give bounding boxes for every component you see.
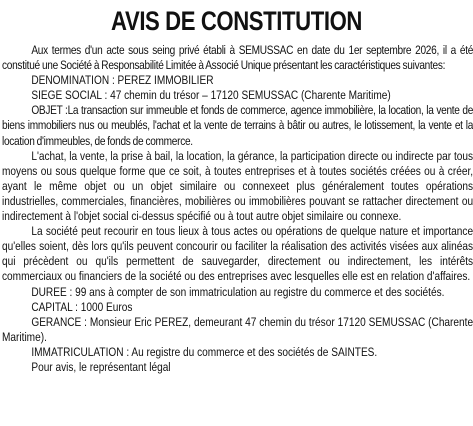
capital-line: CAPITAL : 1000 Euros	[31, 299, 133, 314]
intro-paragraph: Aux termes d'un acte sous seing privé établi à SEMUSSAC en date du 1er septembre 2026, il a été constitué une Société à Responsabilité Limitée à Associé Unique présentant les caractéristiques suivantes:	[2, 43, 473, 73]
duration-line: DUREE : 99 ans à compter de son immatriculation au registre du commerce et des sociétés.	[31, 284, 445, 299]
notice-body	[2, 43, 473, 375]
notice-title: AVIS DE CONSTITUTION	[111, 6, 362, 36]
scope-paragraph: La société peut recourir en tous lieux à tous actes ou opérations de quelque nature et importance qu'elles soient, dès lors qu'ils peuvent concourir ou faciliter la réalisation des activités visées aux alinéas qui précèdent ou qu'ils permettent de sauvegarder, directement ou indirectement, les intérêts commerciaux ou financiers de la société ou des entreprises avec lesquelles elle est en relation d'affaires.	[2, 224, 473, 284]
denomination-line: DENOMINATION : PEREZ IMMOBILIER	[31, 73, 214, 88]
management-line: GERANCE : Monsieur Eric PEREZ, demeurant 47 chemin du trésor 17120 SEMUSSAC (Charente Maritime).	[2, 314, 473, 344]
signature-line: Pour avis, le représentant légal	[31, 359, 171, 374]
purpose-paragraph: OBJET :La transaction sur immeuble et fonds de commerce, agence immobilière, la location, la vente de biens immobiliers nus ou meublés, l'achat et la vente de terrains à bâtir ou autres, le lotissement, la vente et la location d'immeubles, de fonds de commerce.	[2, 103, 473, 148]
registered-office-line: SIEGE SOCIAL : 47 chemin du trésor – 17120 SEMUSSAC (Charente Maritime)	[31, 88, 391, 103]
purpose-continuation-paragraph: L'achat, la vente, la prise à bail, la location, la gérance, la participation directe ou indirecte par tous moyens ou sous quelque forme que ce soit, à toutes entreprises et à toutes sociétés créées ou à créer, ayant le même objet ou un objet similaire ou connexeet plus généralement toutes opérations industrielles, commerciales, financières, mobilières ou immobilières pouvant se rattacher directement ou indirectement à l'objet social ci-dessus spécifié ou à tout autre objet similaire ou connexe.	[2, 148, 473, 224]
registration-line: IMMATRICULATION : Au registre du commerce et des sociétés de SAINTES.	[31, 344, 378, 359]
